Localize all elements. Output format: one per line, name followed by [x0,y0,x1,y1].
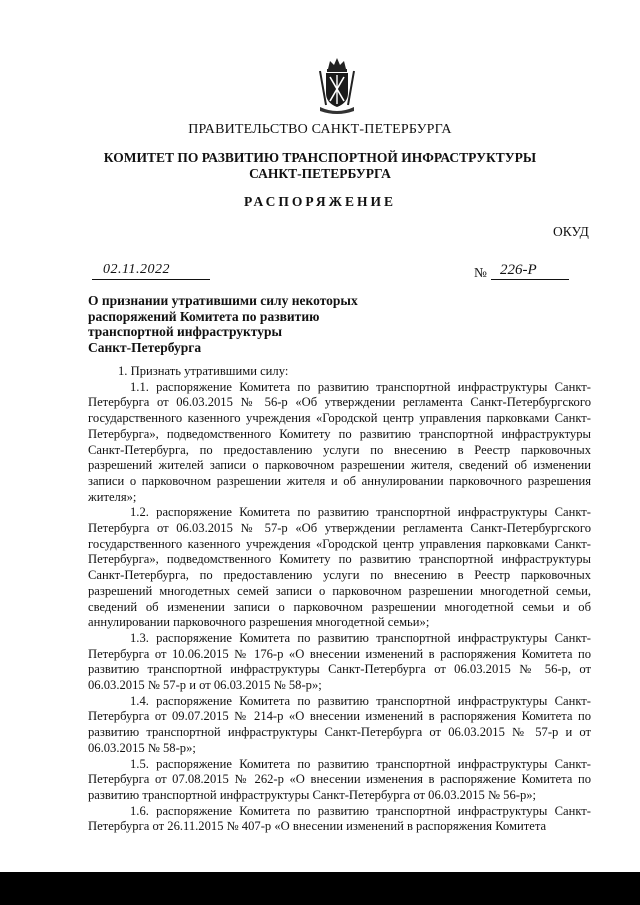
committee-title [0,150,640,182]
subject-line: распоряжений Комитета по развитию [88,308,320,324]
clause-1-5: 1.5. распоряжение Комитета по развитию транспортной инфраструктуры Санкт-Петербурга от 07.08.2015 № 262-р «О внесении изменения в распоряжение Комитета по развитию транспортной инфраструктуры Санкт-Петербурга от 06.03.2015 № 56-р»; [88,756,591,802]
order-number: 226-Р [500,262,537,278]
government-title: ПРАВИТЕЛЬСТВО САНКТ-ПЕТЕРБУРГА [188,122,452,137]
order-date: 02.11.2022 [103,262,170,277]
order-body [88,364,591,835]
clause-1-4: 1.4. распоряжение Комитета по развитию транспортной инфраструктуры Санкт-Петербурга от 09.07.2015 № 214-р «О внесении изменений в распоряжения Комитета по развитию транспортной инфраструктуры Санкт-Петербурга от 06.03.2015 № 57-р и от 06.03.2015 № 58-р»; [88,693,591,755]
clause-1-1: 1.1. распоряжение Комитета по развитию транспортной инфраструктуры Санкт-Петербурга от 06.03.2015 № 56-р «Об утверждении регламента Санкт-Петербургского государственного казенного учреждения «Городской центр управления парковками Санкт-Петербурга», подведомственного Комитету по развитию транспортной инфраструктуры Санкт-Петербурга, по предоставлению услуги по внесению в Реестр парковочных разрешений жителей записи о парковочном разрешении жителя, сведений об изменении записи о парковочном разрешении жителя и об аннулировании парковочного разрешения жителя»; [88,379,591,504]
coat-of-arms-icon [314,55,360,117]
date-underline [92,279,210,280]
scan-border [0,872,640,905]
order-subject [88,293,388,355]
clause-1-2: 1.2. распоряжение Комитета по развитию транспортной инфраструктуры Санкт-Петербурга от 06.03.2015 № 57-р «Об утверждении регламента Санкт-Петербургского государственного казенного учреждения «Городской центр управления парковками Санкт-Петербурга», подведомственного Комитету по развитию транспортной инфраструктуры Санкт-Петербурга, по предоставлению услуги по внесению в Реестр парковочных разрешений многодетных семей записи о парковочном разрешении многодетной семьи, сведений об изменении записи о парковочном разрешении многодетной семьи и об аннулировании парковочного разрешения многодетной семьи»; [88,505,591,630]
subject-line: Санкт-Петербурга [88,339,202,355]
document-type: РАСПОРЯЖЕНИЕ [243,194,397,209]
committee-title-line-1: КОМИТЕТ ПО РАЗВИТИЮ ТРАНСПОРТНОЙ ИНФРАСТРУКТУРЫ [103,150,537,165]
number-label: № [474,265,487,280]
subject-line: О признании утратившими силу некоторых [88,293,358,308]
clause-1: 1. Признать утратившими силу: [118,364,289,378]
okud-label: ОКУД [553,224,589,239]
clause-1-3: 1.3. распоряжение Комитета по развитию транспортной инфраструктуры Санкт-Петербурга от 10.06.2015 № 176-р «О внесении изменений в распоряжения Комитета по развитию транспортной инфраструктуры Санкт-Петербурга от 06.03.2015 № 56-р, от 06.03.2015 № 57-р и от 06.03.2015 № 58-р»; [88,630,591,693]
committee-title-line-2: САНКТ-ПЕТЕРБУРГА [249,166,391,181]
clause-1-6: 1.6. распоряжение Комитета по развитию транспортной инфраструктуры Санкт-Петербурга от 26.11.2015 № 407-р «О внесении изменений в распоряжения Комитета [88,803,591,834]
subject-line: транспортной инфраструктуры [88,324,283,339]
number-underline [491,279,569,280]
